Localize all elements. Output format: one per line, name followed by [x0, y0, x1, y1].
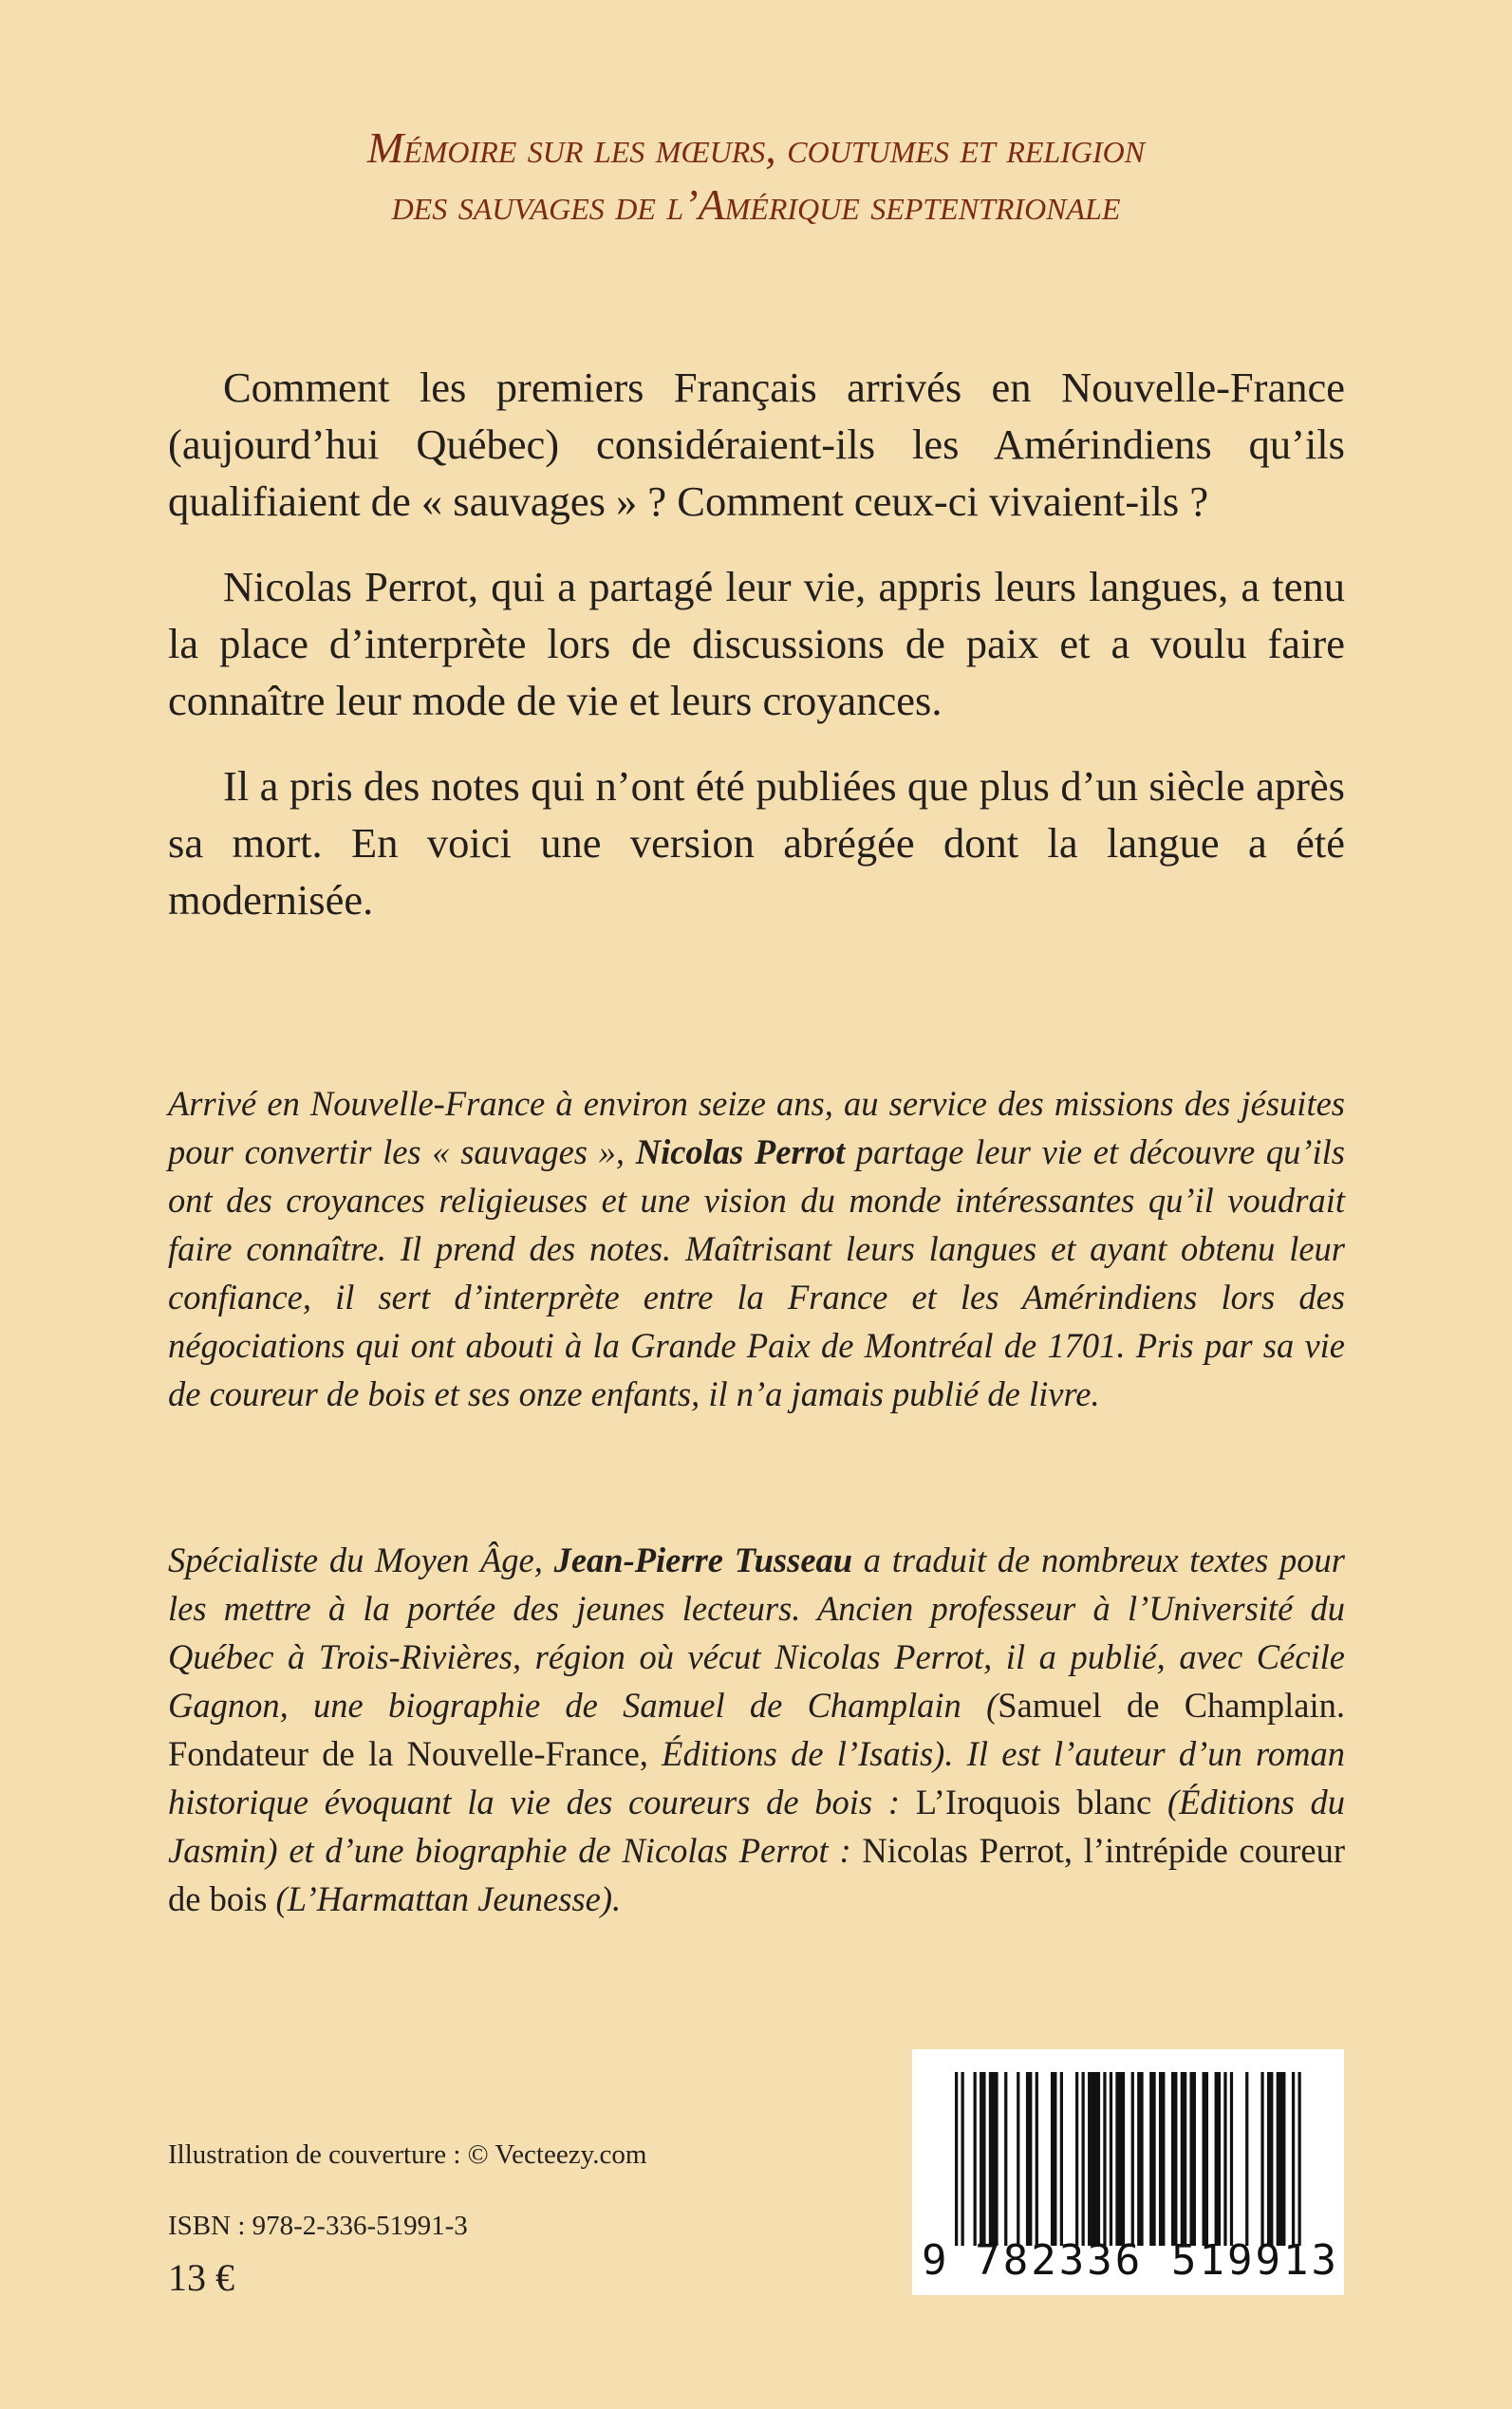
summary — [168, 359, 1345, 957]
isbn: ISBN : 978-2-336-51991-3 — [168, 2211, 468, 2241]
barcode-bar — [1230, 2072, 1233, 2246]
author-bio-text — [168, 1536, 1345, 1923]
barcode-bar — [1075, 2072, 1078, 2246]
barcode-bar — [989, 2072, 999, 2246]
barcode-bar — [1110, 2072, 1112, 2246]
bio-text: Arrivé en Nouvelle-France à environ seize ans, au service des missions des jésuites pour convertir les « sauvages », — [168, 1084, 1345, 1171]
barcode-bar — [1026, 2072, 1033, 2246]
barcode-bar — [1088, 2072, 1100, 2246]
book-reference: L’Iroquois blanc — [915, 1783, 1152, 1821]
barcode-digit-group: 782336 — [975, 2236, 1144, 2285]
summary-paragraph-1: Comment les premiers Français arrivés en Nouvelle-France (aujourd’hui Québec) considéraient-ils les Amérindiens qu’ils qualifiaient de « sauvages » ? Comment ceux-ci vivaient-ils ? — [168, 364, 1345, 525]
barcode-bar — [1131, 2072, 1134, 2246]
book-reference: Nicolas Perrot, l’intrépide coureur de bois — [168, 1831, 1345, 1918]
barcode-bar — [1036, 2072, 1038, 2246]
barcode-digit-group: 9 — [922, 2236, 947, 2285]
barcode-bar — [1245, 2072, 1248, 2246]
barcode-bar — [1103, 2072, 1106, 2246]
barcode-bar — [1115, 2072, 1125, 2246]
summary-paragraph-3: Il a pris des notes qui n’ont été publiées que plus d’un siècle après sa mort. En voici une version abrégée dont la langue a été modernisée. — [168, 762, 1345, 924]
bio-text: partage leur vie et découvre qu’ils ont des croyances religieuses et une vision du monde intéressantes qu’il voudrait faire connaître. Il prend des notes. Maîtrisant leurs langues et ayant obtenu leur confiance, il sert d’interprète entre la France et les Amérindiens lors des négociations qui ont abouti à la Grande Paix de Montréal de 1701. Pris par sa vie de coureur de bois et ses onze enfants, il n’a jamais publié de livre. — [168, 1132, 1345, 1413]
bio-text: (Éditions du Jasmin) et d’une biographie de Nicolas Perrot : — [168, 1783, 1345, 1870]
barcode-bar — [1190, 2072, 1197, 2246]
barcode-bar — [1137, 2072, 1144, 2246]
barcode-bar — [1060, 2072, 1063, 2246]
book-title — [114, 120, 1398, 233]
summary-paragraph-2: Nicolas Perrot, qui a partagé leur vie, appris leurs langues, a tenu la place d’interprète lors de discussions de paix et a voulu faire connaître leur mode de vie et leurs croyances. — [168, 563, 1345, 724]
nicolas-perrot-bio — [168, 1079, 1345, 1418]
barcode-digits — [922, 2236, 1339, 2286]
book-title-line-2: des sauvages de l’Amérique septentrionale — [391, 180, 1121, 229]
barcode-bar — [1260, 2072, 1263, 2246]
barcode-bar — [1082, 2072, 1085, 2246]
barcode-bar — [1149, 2072, 1156, 2246]
barcode-digit-group: 519913 — [1171, 2236, 1339, 2285]
author-name: Jean-Pierre Tusseau — [553, 1541, 853, 1579]
barcode-bar — [955, 2072, 958, 2246]
barcode-bar — [1051, 2072, 1057, 2246]
barcode-bar — [1267, 2072, 1274, 2246]
barcode-bar — [1004, 2072, 1007, 2246]
barcode-bar — [974, 2072, 977, 2246]
barcode-bar — [1203, 2072, 1209, 2246]
book-title-line-1: Mémoire sur les mœurs, coutumes et religion — [366, 123, 1146, 172]
barcode-bar — [1017, 2072, 1019, 2246]
cover-illustration-credit: Illustration de couverture : © Vecteezy.com — [168, 2139, 647, 2170]
barcode-bar — [1181, 2072, 1187, 2246]
book-reference: Samuel de Champlain. Fondateur de la Nouvelle-France, — [168, 1686, 1345, 1773]
subject-name: Nicolas Perrot — [635, 1132, 846, 1171]
nicolas-perrot-bio-text — [168, 1079, 1345, 1418]
bio-text: Éditions de l’Isatis). Il est l’auteur d’un roman historique évoquant la vie des coureurs de bois : — [168, 1734, 1346, 1821]
bio-text: (L’Harmattan Jeunesse). — [267, 1879, 622, 1918]
bio-text: a traduit de nombreux textes pour les mettre à la portée des jeunes lecteurs. Ancien professeur à l’Université du Québec à Trois-Rivières, région où vécut Nicolas Perrot, il a publié, avec Cécile Gagnon, une biographie de Samuel de Champlain ( — [168, 1541, 1345, 1725]
barcode-bar — [1159, 2072, 1166, 2246]
barcode-bar — [980, 2072, 986, 2246]
author-bio — [168, 1536, 1345, 1923]
barcode-bar — [1215, 2072, 1222, 2246]
barcode-bar — [1277, 2072, 1286, 2246]
barcode-bar — [1171, 2072, 1178, 2246]
price: 13 € — [168, 2256, 234, 2299]
bio-text: Spécialiste du Moyen Âge, — [168, 1541, 554, 1579]
barcode-bar — [1292, 2072, 1295, 2246]
barcode-bar — [1223, 2072, 1226, 2246]
barcode-bars — [955, 2072, 1304, 2246]
barcode-bar — [961, 2072, 964, 2246]
barcode — [912, 2049, 1344, 2295]
barcode-bar — [1297, 2072, 1300, 2246]
